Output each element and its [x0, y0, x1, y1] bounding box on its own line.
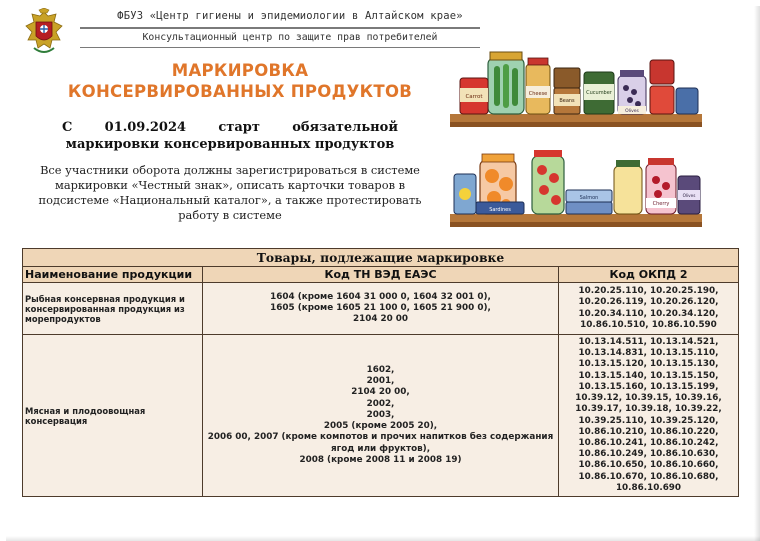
table-caption: Товары, подлежащие маркировке: [23, 249, 739, 267]
shelf1-label-2: Cheese: [528, 91, 548, 97]
okpd2-code-line: 10.39.25.110, 10.39.25.120,: [578, 415, 719, 426]
main-title-line-2: КОНСЕРВИРОВАННЫХ ПРОДУКТОВ: [67, 82, 413, 101]
shelf2-label-4: Olives: [682, 193, 696, 198]
shelf1-label-1: Carrot: [465, 94, 483, 100]
okpd2-code-line: 10.20.34.110, 10.20.34.120,: [578, 308, 719, 319]
shelf2-label-2: Salmon: [579, 195, 599, 201]
marking-goods-table: [22, 248, 739, 497]
product-name-cell: Мясная и плодоовощная консервация: [23, 335, 203, 497]
tnved-code-line: 2002,: [366, 398, 395, 409]
column-header-okpd2-code: Код ОКПД 2: [559, 267, 739, 283]
rospotrebnadzor-emblem-icon: [22, 8, 66, 56]
tnved-code-line: 1605 (кроме 1605 21 100 0, 1605 21 900 0),: [270, 302, 491, 313]
okpd2-code-line: 10.39.17, 10.39.18, 10.39.22,: [575, 404, 722, 415]
header-divider-2: [80, 47, 480, 48]
tnved-code-line: 2005 (кроме 2005 20),: [323, 421, 438, 432]
okpd2-code-line: 10.13.14.511, 10.13.14.521,: [578, 337, 719, 348]
tnved-code-cell: [203, 335, 559, 497]
start-date-announcement: С 01.09.2024 старт обязательной маркировки консервированных продуктов: [62, 120, 398, 152]
preserves-shelf-illustration: [446, 150, 706, 232]
tnved-code-line: 1602,: [366, 364, 395, 375]
okpd2-code-line: 10.39.12, 10.39.15, 10.39.16,: [575, 393, 722, 404]
shelf1-label-5: Olives: [625, 109, 639, 114]
okpd2-code-line: 10.86.10.249, 10.86.10.630,: [578, 449, 719, 460]
table-row: [23, 283, 739, 335]
shelf2-label-1: Sardines: [489, 207, 511, 213]
okpd2-code-line: 10.86.10.690: [615, 482, 682, 493]
tnved-code-line: 2001,: [366, 375, 395, 386]
tnved-code-line: 2104 20 00,: [351, 387, 410, 398]
header-divider: [80, 27, 480, 29]
okpd2-code-line: 10.20.25.110, 10.20.25.190,: [578, 286, 719, 297]
tnved-code-cell: [203, 283, 559, 335]
organization-name: ФБУЗ «Центр гигиены и эпидемиологии в Алтайском крае»: [117, 10, 463, 22]
tnved-code-line: 1604 (кроме 1604 31 000 0, 1604 32 001 0),: [270, 291, 491, 302]
okpd2-code-line: 10.20.26.119, 10.20.26.120,: [578, 297, 719, 308]
tnved-code-line: 2006 00, 2007 (кроме компотов и прочих напитков без содержания ягод или фруктов),: [207, 432, 554, 454]
okpd2-code-line: 10.13.15.120, 10.13.15.130,: [578, 359, 719, 370]
main-title-line-1: МАРКИРОВКА: [171, 61, 309, 80]
product-name-cell: Рыбная консервная продукция и консервированная продукция из морепродуктов: [23, 283, 203, 335]
registration-requirement-text: Все участники оборота должны зарегистрироваться в системе маркировки «Честный знак», описать карточки товаров в подсистеме «Национальный каталог», а также протестировать работу в системе: [38, 163, 422, 222]
okpd2-code-line: 10.86.10.670, 10.86.10.680,: [578, 471, 719, 482]
canned-goods-shelf-illustration: [446, 48, 706, 134]
okpd2-code-line: 10.13.15.140, 10.13.15.150,: [578, 370, 719, 381]
okpd2-code-line: 10.86.10.650, 10.86.10.660,: [578, 460, 719, 471]
okpd2-code-line: 10.86.10.241, 10.86.10.242,: [578, 437, 719, 448]
okpd2-code-cell: [559, 335, 739, 497]
column-header-product-name: Наименование продукции: [23, 267, 203, 283]
table-row: [23, 335, 739, 497]
okpd2-code-cell: [559, 283, 739, 335]
tnved-code-line: 2104 20 00: [352, 314, 409, 325]
tnved-code-line: 2008 (кроме 2008 11 и 2008 19): [299, 455, 462, 466]
okpd2-code-line: 10.86.10.510, 10.86.10.590: [580, 319, 717, 330]
consultation-center-name: Консультационный центр по защите прав потребителей: [142, 32, 438, 43]
okpd2-code-line: 10.86.10.210, 10.86.10.220,: [578, 426, 719, 437]
shelf1-label-4: Cucumber: [586, 90, 612, 96]
tnved-code-line: 2003,: [366, 409, 395, 420]
shelf2-label-3: Cherry: [652, 201, 670, 207]
column-header-tnved-code: Код ТН ВЭД ЕАЭС: [203, 267, 559, 283]
okpd2-code-line: 10.13.15.160, 10.13.15.199,: [578, 381, 719, 392]
main-title: [30, 60, 450, 102]
shelf1-label-3: Beans: [559, 98, 575, 104]
okpd2-code-line: 10.13.14.831, 10.13.15.110,: [578, 348, 719, 359]
